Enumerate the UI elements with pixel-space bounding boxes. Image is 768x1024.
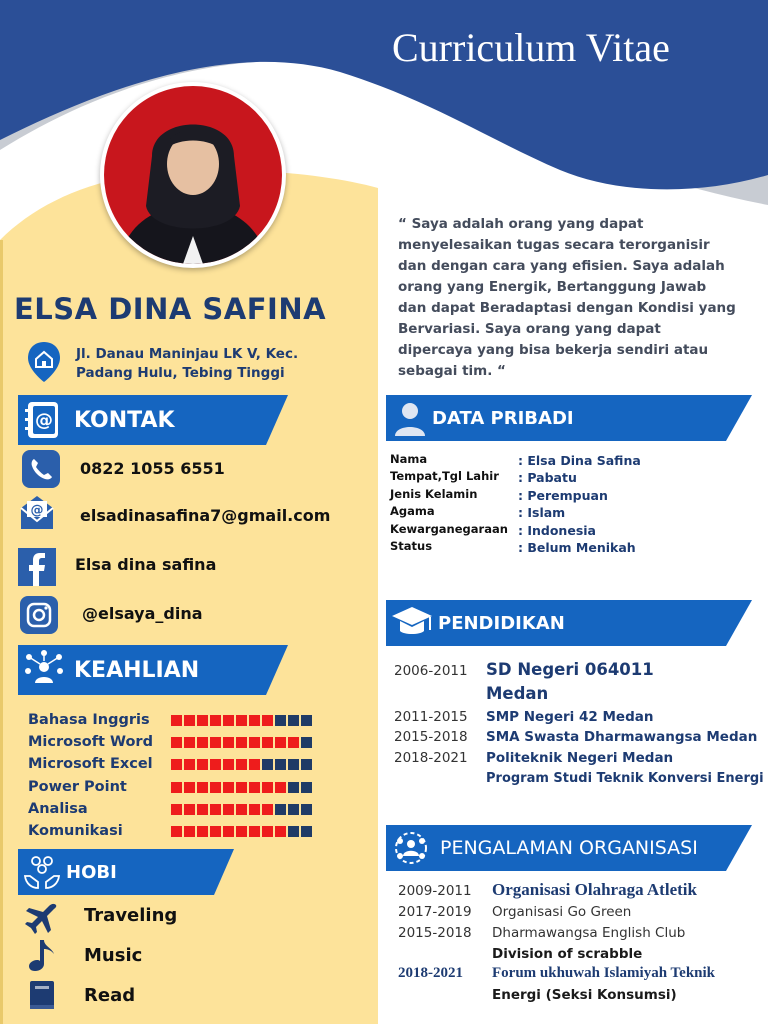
person-icon — [392, 400, 428, 436]
address-line-1: Jl. Danau Maninjau LK V, Kec. — [76, 346, 299, 362]
hobby-item-music: Music — [84, 945, 143, 966]
skill-segment-filled — [262, 715, 273, 726]
organization-year: 2015-2018 — [398, 925, 472, 941]
organization-year: 2017-2019 — [398, 904, 472, 920]
book-icon — [26, 978, 60, 1012]
skill-segment-filled — [288, 737, 299, 748]
education-year: 2018-2021 — [394, 750, 468, 766]
education-banner — [386, 600, 752, 646]
hobby-heading: HOBI — [66, 861, 117, 883]
skill-level-bar — [171, 737, 312, 748]
skill-segment-filled — [197, 782, 208, 793]
svg-text:@: @ — [35, 410, 53, 431]
facebook-name[interactable]: Elsa dina safina — [75, 555, 217, 574]
skill-segment-filled — [223, 737, 234, 748]
skill-segment-filled — [171, 826, 182, 837]
skill-level-bar — [171, 826, 312, 837]
skill-segment-filled — [184, 826, 195, 837]
personal-data-value: : Elsa Dina Safina — [518, 453, 641, 468]
skill-segment-filled — [210, 826, 221, 837]
skill-segment-empty — [288, 759, 299, 770]
skill-name: Microsoft Excel — [28, 756, 153, 773]
skill-segment-filled — [275, 826, 286, 837]
skill-segment-empty — [275, 759, 286, 770]
skill-level-bar — [171, 759, 312, 770]
address — [76, 345, 298, 383]
organization-heading: PENGALAMAN ORGANISASI — [440, 837, 698, 859]
organization-year: 2018-2021 — [398, 965, 463, 981]
organization-banner — [386, 825, 752, 871]
organization-name: Forum ukhuwah Islamiyah Teknik — [492, 965, 716, 981]
personal-data-value: : Indonesia — [518, 522, 596, 538]
skills-network-icon — [22, 648, 66, 692]
airplane-icon — [24, 901, 58, 935]
skill-segment-filled — [210, 782, 221, 793]
education-school-detail: Medan — [486, 684, 549, 703]
profile-quote: “ Saya adalah orang yang dapat menyelesaikan tugas secara terorganisir dan dengan cara yang efisien. Saya adalah orang yang Energik, Bertanggung Jawab dan dapat Beradaptasi dengan Kondisi yang Bervariasi. Saya orang yang dapat dipercaya yang bisa bekerja sendiri atau sebagai tim. “ — [398, 216, 736, 379]
skill-segment-filled — [262, 737, 273, 748]
skill-segment-empty — [301, 782, 312, 793]
skill-segment-filled — [171, 782, 182, 793]
skill-segment-filled — [236, 715, 247, 726]
skill-segment-filled — [197, 759, 208, 770]
education-year: 2006-2011 — [394, 663, 468, 679]
organization-name: Dharmawangsa English Club — [492, 925, 686, 941]
personal-data-label: Status — [390, 539, 433, 553]
skill-segment-filled — [236, 737, 247, 748]
skill-segment-filled — [236, 826, 247, 837]
skill-segment-empty — [288, 715, 299, 726]
full-name: ELSA DINA SAFINA — [14, 292, 327, 326]
skill-level-bar — [171, 715, 312, 726]
skill-segment-filled — [223, 782, 234, 793]
education-school: SMA Swasta Dharmawangsa Medan — [486, 729, 758, 745]
skills-heading: KEAHLIAN — [74, 657, 200, 683]
skill-name: Bahasa Inggris — [28, 712, 150, 728]
skill-segment-filled — [249, 804, 260, 815]
skill-segment-filled — [184, 715, 195, 726]
email-icon — [18, 494, 56, 532]
personal-data-value: : Perempuan — [518, 487, 608, 503]
personal-data-heading: DATA PRIBADI — [432, 407, 574, 429]
music-note-icon — [26, 938, 60, 972]
skill-segment-filled — [223, 804, 234, 815]
organization-icon — [392, 829, 430, 867]
skill-segment-filled — [210, 737, 221, 748]
skill-segment-empty — [288, 826, 299, 837]
organization-year: 2009-2011 — [398, 883, 472, 899]
education-school: Politeknik Negeri Medan — [486, 750, 674, 766]
education-school: SD Negeri 064011 — [486, 660, 654, 679]
cv-title: Curriculum Vitae — [392, 25, 670, 70]
skill-segment-filled — [171, 804, 182, 815]
contact-banner — [18, 395, 288, 445]
skill-segment-filled — [262, 804, 273, 815]
skill-segment-filled — [184, 759, 195, 770]
skill-segment-empty — [275, 804, 286, 815]
contact-heading: KONTAK — [74, 407, 175, 433]
education-year: 2011-2015 — [394, 709, 468, 725]
profile-photo — [100, 82, 286, 268]
graduation-cap-icon — [390, 604, 434, 642]
personal-data-banner — [386, 395, 752, 441]
organization-division: Division of scrabble — [492, 946, 643, 962]
skill-segment-empty — [288, 782, 299, 793]
education-year: 2015-2018 — [394, 729, 468, 745]
skill-segment-filled — [197, 804, 208, 815]
skill-segment-filled — [236, 804, 247, 815]
skill-segment-empty — [262, 759, 273, 770]
skill-name: Komunikasi — [28, 823, 123, 839]
skill-segment-filled — [171, 715, 182, 726]
skill-name: Analisa — [28, 800, 88, 817]
skill-name: Power Point — [28, 778, 127, 795]
education-school: SMP Negeri 42 Medan — [486, 709, 654, 725]
skill-segment-filled — [171, 737, 182, 748]
skill-segment-filled — [275, 737, 286, 748]
skill-level-bar — [171, 782, 312, 793]
skill-segment-empty — [288, 804, 299, 815]
skill-segment-filled — [236, 759, 247, 770]
personal-data-label: Tempat,Tgl Lahir — [390, 469, 499, 484]
education-heading: PENDIDIKAN — [438, 612, 565, 634]
hobby-hands-icon — [22, 852, 62, 892]
email-address[interactable]: elsadinasafina7@gmail.com — [80, 506, 331, 525]
skill-segment-empty — [301, 759, 312, 770]
skill-segment-empty — [301, 715, 312, 726]
skill-segment-filled — [236, 782, 247, 793]
education-school-detail: Program Studi Teknik Konversi Energi — [486, 771, 764, 786]
skill-segment-filled — [262, 782, 273, 793]
skill-segment-filled — [197, 826, 208, 837]
skill-segment-filled — [223, 715, 234, 726]
instagram-handle[interactable]: @elsaya_dina — [82, 604, 203, 623]
personal-data-label: Nama — [390, 452, 428, 466]
skill-level-bar — [171, 804, 312, 815]
contact-book-icon — [22, 398, 66, 442]
phone-number[interactable]: 0822 1055 6551 — [80, 459, 225, 478]
facebook-icon — [18, 548, 56, 586]
svg-text:@: @ — [30, 503, 44, 518]
address-line-2: Padang Hulu, Tebing Tinggi — [76, 365, 285, 381]
skill-segment-filled — [210, 715, 221, 726]
hobby-banner — [18, 849, 234, 895]
skill-segment-filled — [184, 804, 195, 815]
skill-segment-filled — [223, 759, 234, 770]
skill-segment-filled — [184, 782, 195, 793]
personal-data-label: Kewarganegaraan — [390, 521, 508, 536]
skill-segment-filled — [249, 759, 260, 770]
hobby-item-read: Read — [84, 985, 136, 1006]
skill-name: Microsoft Word — [28, 734, 153, 751]
skill-segment-filled — [262, 826, 273, 837]
personal-data-value: : Belum Menikah — [518, 540, 636, 555]
skill-segment-filled — [249, 737, 260, 748]
skill-segment-empty — [301, 826, 312, 837]
skill-segment-filled — [210, 759, 221, 770]
skill-segment-filled — [210, 804, 221, 815]
skill-segment-filled — [197, 715, 208, 726]
skill-segment-filled — [275, 782, 286, 793]
personal-data-value: : Pabatu — [518, 470, 577, 486]
organization-name: Organisasi Go Green — [492, 904, 632, 920]
skill-segment-filled — [249, 826, 260, 837]
hobby-item-traveling: Traveling — [84, 905, 178, 926]
phone-icon — [22, 450, 60, 488]
organization-name-detail: Energi (Seksi Konsumsi) — [492, 987, 677, 1003]
personal-data-value: : Islam — [518, 505, 566, 521]
personal-data-label: Agama — [390, 504, 435, 519]
skill-segment-filled — [197, 737, 208, 748]
organization-name: Organisasi Olahraga Atletik — [492, 880, 697, 899]
skill-segment-empty — [301, 804, 312, 815]
skill-segment-filled — [223, 826, 234, 837]
instagram-icon — [20, 596, 58, 634]
personal-data-label: Jenis Kelamin — [390, 486, 478, 501]
skills-banner — [18, 645, 288, 695]
home-location-icon — [26, 340, 62, 384]
skill-segment-filled — [171, 759, 182, 770]
skill-segment-filled — [249, 782, 260, 793]
skill-segment-filled — [249, 715, 260, 726]
skill-segment-empty — [301, 737, 312, 748]
skill-segment-filled — [184, 737, 195, 748]
skill-segment-empty — [275, 715, 286, 726]
